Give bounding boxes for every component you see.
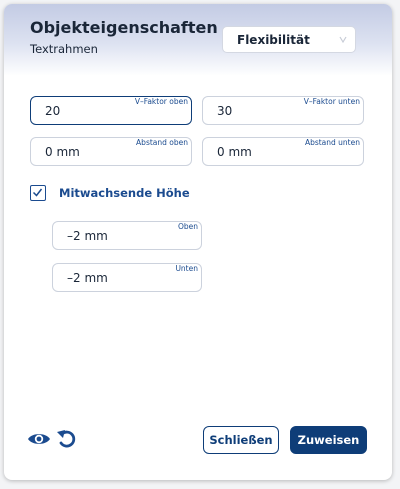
- apply-button[interactable]: Zuweisen: [290, 426, 367, 454]
- properties-panel: [4, 4, 392, 480]
- spacing-top-label: Abstand oben: [136, 138, 188, 147]
- spacing-bottom-value: 0 mm: [217, 145, 252, 159]
- spacing-bottom-field[interactable]: [202, 137, 364, 166]
- v-factor-bottom-field[interactable]: [202, 96, 364, 125]
- spacing-top-value: 0 mm: [45, 145, 80, 159]
- close-button[interactable]: Schließen: [203, 426, 279, 454]
- v-factor-bottom-value: 30: [217, 104, 233, 118]
- grow-height-checkbox[interactable]: [30, 185, 46, 201]
- grow-bottom-field[interactable]: [52, 263, 202, 292]
- v-factor-top-label: V–Faktor oben: [134, 97, 188, 106]
- category-dropdown[interactable]: [222, 26, 356, 53]
- undo-icon[interactable]: [56, 428, 78, 450]
- spacing-bottom-label: Abstand unten: [304, 138, 360, 147]
- panel-subtitle: Textrahmen: [30, 42, 98, 56]
- eye-icon[interactable]: [27, 431, 51, 447]
- chevron-down-icon: [337, 33, 349, 45]
- grow-top-field[interactable]: [52, 221, 202, 250]
- category-dropdown-value: Flexibilität: [237, 33, 310, 47]
- grow-top-value: –2 mm: [67, 229, 108, 243]
- panel-title: Objekteigenschaften: [30, 18, 218, 37]
- grow-bottom-value: –2 mm: [67, 271, 108, 285]
- grow-bottom-label: Unten: [175, 264, 198, 273]
- v-factor-top-value: 20: [45, 104, 61, 118]
- checkmark-icon: [31, 186, 44, 199]
- v-factor-bottom-label: V–Faktor unten: [303, 97, 360, 106]
- spacing-top-field[interactable]: [30, 137, 192, 166]
- grow-top-label: Oben: [177, 222, 198, 231]
- v-factor-top-field[interactable]: [30, 96, 192, 125]
- grow-height-label: Mitwachsende Höhe: [59, 186, 190, 200]
